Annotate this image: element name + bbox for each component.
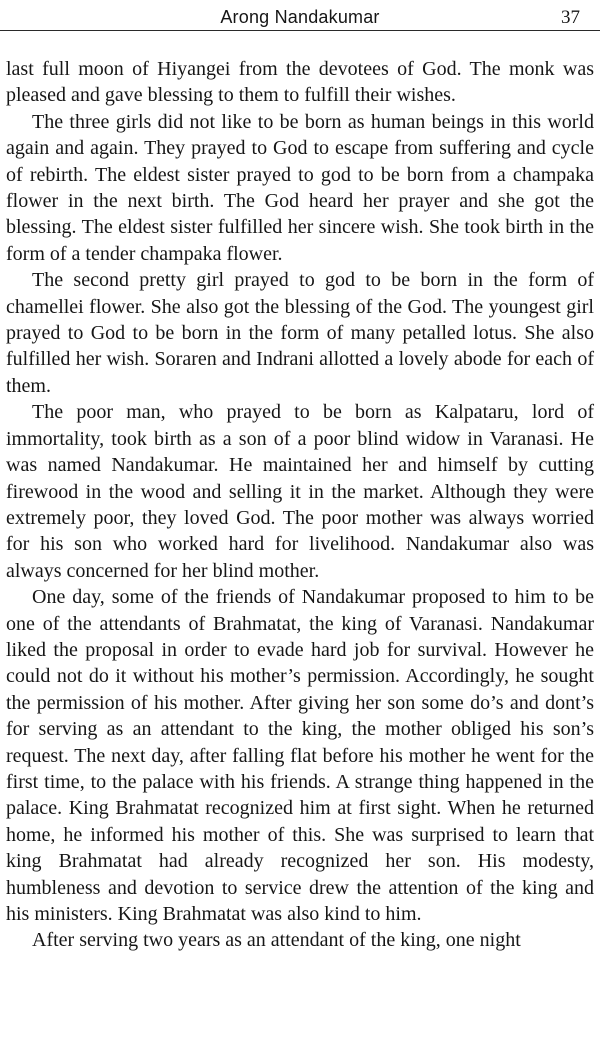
paragraph-continuation: last full moon of Hiyangei from the devotees of God. The monk was pleased and gave blessing to them to fulfill their wishes. [6,58,594,107]
page-number: 37 [561,7,580,28]
paragraph-three-girls: The three girls did not like to be born as human beings in this world again and again. They prayed to God to escape from suffering and cycle of rebirth. The eldest sister prayed to god to be born from a champaka flower in the next birth. The God heard her prayer and she got the blessing. The eldest sister fulfilled her sincere wish. She took birth in the form of a tender champaka flower. [6,110,594,265]
body-text [6,56,594,954]
paragraph-second-girl: The second pretty girl prayed to god to be born in the form of chamellei flower. She also got the blessing of the God. The youngest girl prayed to God to be born in the form of many petalled lotus. She also fulfilled her wish. Soraren and Indrani allotted a lovely abode for each of them. [6,269,594,397]
paragraph-attendant-proposal: One day, some of the friends of Nandakumar proposed to him to be one of the attendants of Brahmatat, the king of Varanasi. Nandakumar liked the proposal in order to evade hard job for survival. However he could not do it without his mother’s permission. Accordingly, he sought the permission of his mother. After giving her son some do’s and dont’s for serving as an attendant to the king, the mother obliged his son’s request. The next day, after falling flat before his mother he went for the first time, to the palace with his friends. A strange thing happened in the palace. King Brahmatat recognized him at first sight. When he returned home, he informed his mother of this. She was surprised to learn that king Brahmatat had already recognized her son. His modesty, humbleness and devotion to service drew the attention of the king and his ministers. King Brahmatat was also kind to him. [6,586,594,925]
running-title: Arong Nandakumar [220,7,380,27]
page-header [0,4,600,31]
paragraph-poor-man: The poor man, who prayed to be born as Kalpataru, lord of immortality, took birth as a son of a poor blind widow in Varanasi. He was named Nandakumar. He maintained her and himself by cutting firewood in the wood and selling it in the market. Although they were extremely poor, they loved God. The poor mother was always worried for his son who worked hard for livelihood. Nandakumar also was always concerned for her blind mother. [6,401,594,582]
paragraph-two-years: After serving two years as an attendant of the king, one night [32,929,521,952]
